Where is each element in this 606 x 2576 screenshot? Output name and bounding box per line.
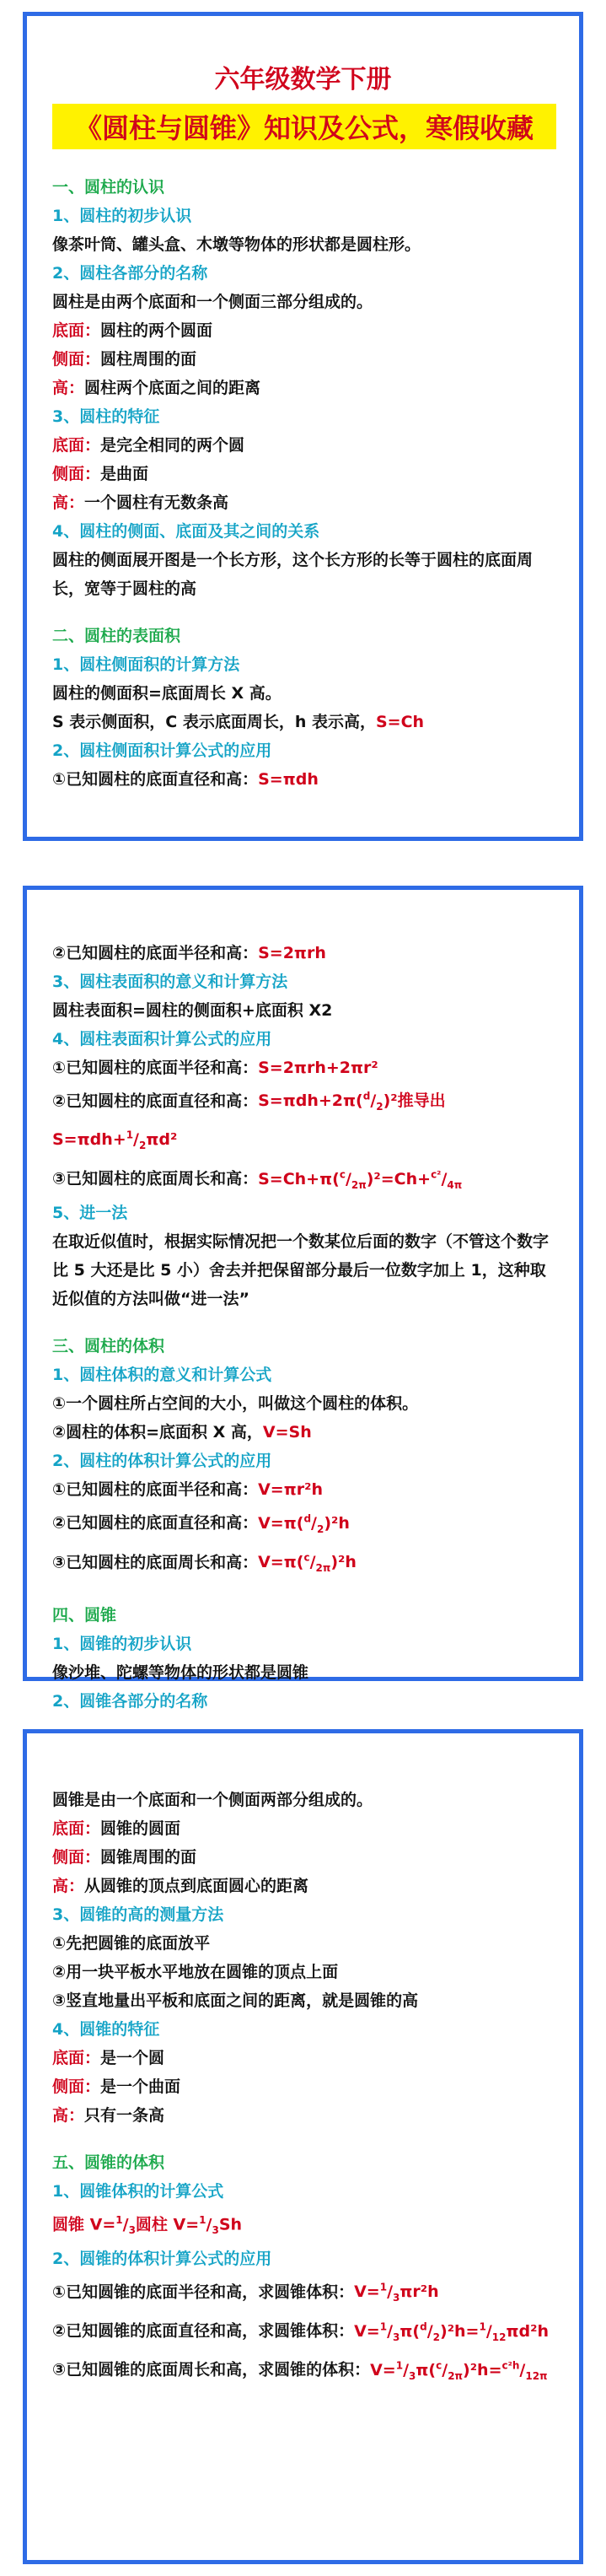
term-text: 圆柱两个底面之间的距离 [84,379,261,397]
text-line: 圆柱的侧面积=底面周长 X 高。 [52,684,282,703]
term-text: 是曲面 [100,465,149,483]
text-line: 圆柱是由两个底面和一个侧面三部分组成的。 [52,293,373,311]
term-label: 高： [52,2106,85,2125]
formula-line: 圆锥 $V=^1/_3$圆柱 $V=^1/_3Sh$ [52,2214,243,2237]
formula: V=πr²h [258,1480,323,1500]
formula-line [52,1418,554,1447]
text-line: ①一个圆柱所占空间的大小，叫做这个圆柱的体积。 [52,1394,419,1414]
formula: $S=\pi dh+2\pi(^d/_2)^2$推导出 $S=\pi dh+^1/_2\pi d^2$ [52,1091,446,1152]
term-label: 底面： [52,1819,101,1838]
text-line: 圆锥是由一个底面和一个侧面两部分组成的。 [52,1791,373,1809]
subsection-heading: 4、圆锥的特征 [52,2020,160,2039]
formula: S=2πrh+2πr² [258,1059,378,1077]
definition-line [52,2044,554,2072]
term-text: 从圆锥的顶点到底面圆心的距离 [84,1877,309,1895]
formula-desc: ②圆柱的体积=底面积 X 高， [52,1423,263,1442]
term-text: 是一个曲面 [100,2078,181,2096]
card-1-body [52,173,554,794]
formula-desc: ②已知圆柱的底面半径和高： [52,944,259,962]
term-text: 是完全相同的两个圆 [100,436,245,455]
definition-line [52,1872,554,1900]
subsection-heading: 1、圆柱侧面积的计算方法 [52,655,240,674]
formula-line [52,1082,554,1160]
card-3 [23,1729,583,2564]
formula-line [52,2273,554,2312]
term-text: 圆柱的两个圆面 [100,321,213,340]
term-label: 底面： [52,321,101,340]
paragraph: 圆柱的侧面展开图是一个长方形，这个长方形的长等于圆柱的底面周长，宽等于圆柱的高 [52,551,534,598]
definition-line [52,431,554,460]
formula-line [52,1054,554,1082]
term-label: 侧面： [52,2078,101,2096]
section-heading: 五、圆锥的体积 [52,2153,165,2172]
subsection-heading: 4、圆柱的侧面、底面及其之间的关系 [52,522,320,541]
formula-desc: ③已知圆柱的底面周长和高： [52,1552,259,1571]
subsection-heading: 2、圆柱侧面积计算公式的应用 [52,741,272,760]
page-title: 六年级数学下册 [214,65,392,94]
term-label: 高： [52,1877,85,1895]
step-line: ①先把圆锥的底面放平 [52,1934,211,1953]
section-heading: 三、圆柱的体积 [52,1337,165,1356]
formula: $V=\pi(^c/_{2\pi})^2h$ [258,1551,357,1574]
formula: $V=^1/_3\pi(^d/_2)^2h=^1/_{12}\pi d^2h$ [354,2320,549,2343]
card-2-body [52,939,554,1716]
subsection-heading: 2、圆锥的体积计算公式的应用 [52,2250,272,2269]
term-text: 是一个圆 [100,2049,165,2067]
formula-line [52,2312,554,2351]
section-heading: 一、圆柱的认识 [52,178,165,197]
definition-line [52,460,554,488]
term-label: 侧面： [52,465,101,483]
text-line: 圆柱表面积=圆柱的侧面积+底面积 X2 [52,1001,333,1020]
formula-desc: ①已知圆锥的底面半径和高，求圆锥体积： [52,2282,355,2302]
term-text: 圆锥的圆面 [100,1819,181,1838]
formula: $V=^1/_3\pi r^2h$ [354,2282,439,2304]
formula-desc: ①已知圆柱的底面半径和高： [52,1059,259,1077]
section-heading: 四、圆锥 [52,1605,117,1625]
title-banner: 《圆柱与圆锥》知识及公式，寒假收藏 [52,104,556,149]
subsection-heading: 3、圆柱表面积的意义和计算方法 [52,973,288,991]
definition-line [52,316,554,345]
paragraph: 在取近似值时，根据实际情况把一个数某位后面的数字（不管这个数字比 5 大还是比 5 小）舍去并把保留部分最后一位数字加上 1，这种取近似值的方法叫做“进一法” [52,1232,550,1309]
term-text: 只有一条高 [84,2106,165,2125]
card-2 [23,886,583,1711]
formula-desc: ②已知圆锥的底面直径和高，求圆锥体积： [52,2321,355,2341]
formula-desc: ②已知圆柱的底面直径和高： [52,1513,259,1533]
formula-line [52,708,554,736]
formula-line [52,1160,554,1199]
card-3-body [52,1786,554,2390]
term-label: 底面： [52,436,101,455]
formula-desc: S 表示侧面积，C 表示底面周长，h 表示高， [52,713,376,731]
definition-line [52,2072,554,2101]
formula-line [52,1544,554,1582]
term-text: 圆锥周围的面 [100,1848,197,1867]
formula: S=Ch [376,713,425,731]
definition-line [52,1843,554,1872]
subsection-heading: 2、圆柱各部分的名称 [52,264,208,283]
formula-desc: ②已知圆柱的底面直径和高： [52,1091,259,1111]
term-label: 侧面： [52,350,101,369]
formula-line [52,939,554,967]
formula-desc: ③已知圆锥的底面周长和高，求圆锥的体积： [52,2360,371,2379]
term-label: 高： [52,493,85,512]
step-line: ②用一块平板水平地放在圆锥的顶点上面 [52,1963,339,1981]
formula-desc: ③已知圆柱的底面周长和高： [52,1169,259,1188]
formula-desc: ①已知圆柱的底面半径和高： [52,1480,259,1500]
formula: V=Sh [262,1423,312,1442]
formula-line [52,1504,554,1543]
definition-line [52,1814,554,1843]
definition-line [52,488,554,517]
formula: $S=Ch+\pi(^c/_{2\pi})^2=Ch+^{c^2}/_{4\pi}$ [258,1168,463,1191]
formula: $V=^1/_3\pi(^c/_{2\pi})^2h=^{c^2h}/_{12\pi}$ [370,2359,548,2382]
subsection-heading: 1、圆锥体积的计算公式 [52,2182,224,2201]
definition-line [52,374,554,402]
subsection-heading: 5、进一法 [52,1204,128,1223]
subsection-heading: 4、圆柱表面积计算公式的应用 [52,1030,272,1048]
subsection-heading: 1、圆锥的初步认识 [52,1634,192,1653]
text-line: 像茶叶筒、罐头盒、木墩等物体的形状都是圆柱形。 [52,235,421,254]
term-text: 圆柱周围的面 [100,350,197,369]
subsection-heading: 1、圆柱的初步认识 [52,207,192,225]
formula: S=2πrh [258,944,326,962]
section-heading: 二、圆柱的表面积 [52,627,181,645]
formula-line [52,765,554,794]
subsection-heading: 3、圆锥的高的测量方法 [52,1905,224,1924]
term-label: 底面： [52,2049,101,2067]
formula: S=πdh [258,770,319,789]
subsection-heading: 2、圆锥各部分的名称 [52,1691,208,1711]
formula: $V=\pi(^d/_2)^2h$ [258,1512,350,1535]
subsection-heading: 1、圆柱体积的意义和计算公式 [52,1366,272,1385]
formula-desc: ①已知圆柱的底面直径和高： [52,770,259,789]
card-1 [23,12,583,841]
formula-line [52,1475,554,1504]
subsection-heading: 3、圆柱的特征 [52,407,160,426]
subsection-heading: 2、圆柱的体积计算公式的应用 [52,1452,272,1471]
text-line: 像沙堆、陀螺等物体的形状都是圆锥 [52,1663,309,1682]
formula-line [52,2351,554,2390]
definition-line [52,2101,554,2130]
term-label: 高： [52,379,85,397]
step-line: ③竖直地量出平板和底面之间的距离，就是圆锥的高 [52,1991,419,2010]
term-text: 一个圆柱有无数条高 [84,493,229,512]
definition-line [52,345,554,374]
term-label: 侧面： [52,1848,101,1867]
